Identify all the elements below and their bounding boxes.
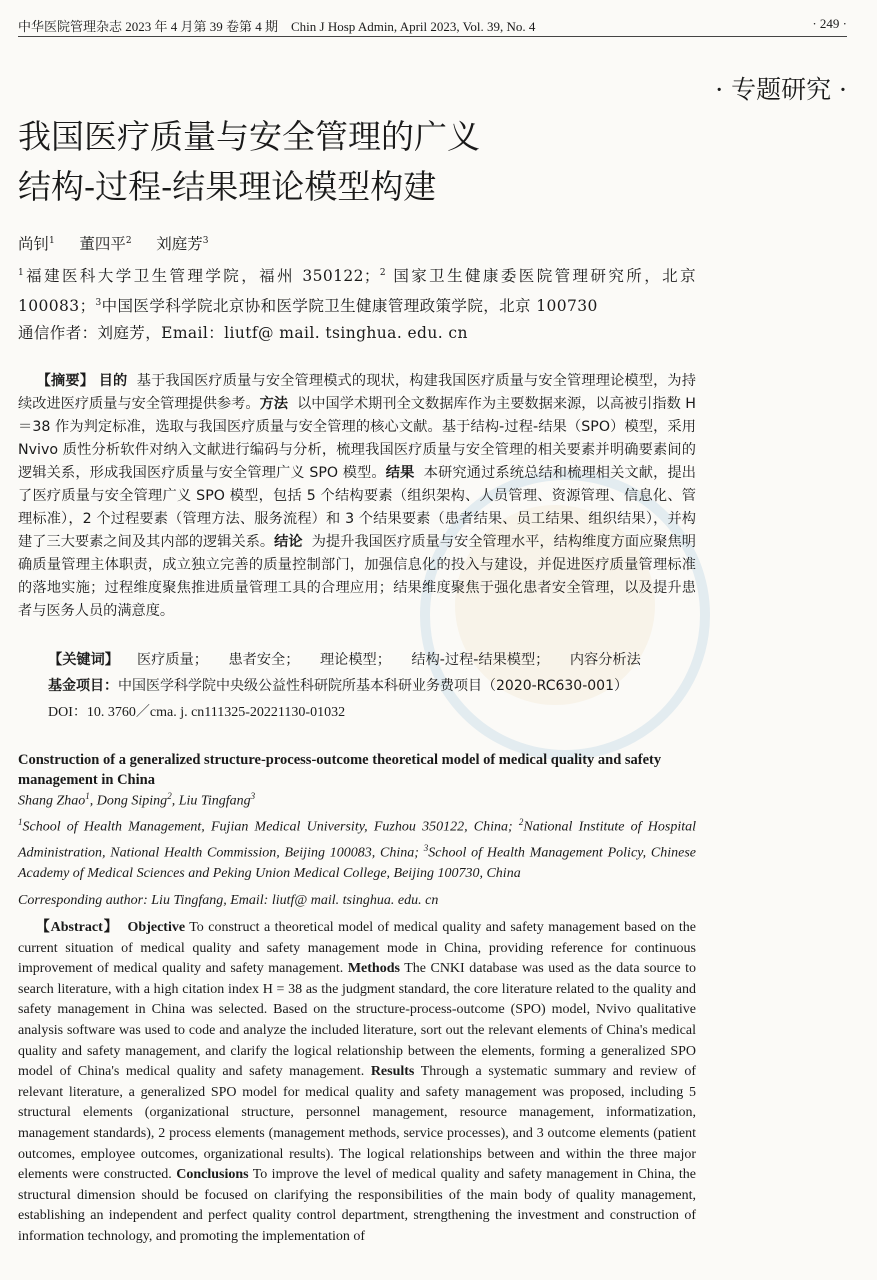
objective-label: 目的 bbox=[98, 373, 128, 389]
author-name-en: Shang Zhao bbox=[18, 793, 86, 809]
keyword: 内容分析法 bbox=[569, 652, 641, 668]
objective-text-en: To construct a theoretical model of medical quality and safety management based on the current situation of medical quality and safety management mode in China, providing reference for continuous improvement of medical quality and safety management. bbox=[18, 920, 697, 977]
aff-sup: 3 bbox=[95, 298, 102, 309]
author-sup: 1 bbox=[49, 235, 55, 246]
aff-sup: 2 bbox=[379, 268, 386, 278]
aff-sup: 3 bbox=[423, 843, 429, 854]
title-line-1: 我国医疗质量与安全管理的广义 bbox=[18, 117, 480, 156]
conclusion-text: 为提升我国医疗质量与安全管理水平，结构维度方面应聚焦明确质量管理主体职责，成立独立完善的质量控制部门，加强信息化的投入与建设，并促进医疗质量管理标准的落地实施；过程维度聚焦推进质量管理工具的合理应用；结果维度聚焦于强化患者安全管理，以及提升患者与医务人员的满意度。 bbox=[18, 534, 696, 619]
affiliation: 中国医学科学院北京协和医学院卫生健康管理政策学院，北京 100730 bbox=[101, 297, 598, 316]
results-text: 本研究通过系统总结和梳理相关文献，提出了医疗质量与安全管理广义 SPO 模型，包括 5 个结构要素（组织架构、人员管理、资源管理、信息化、管理标准），2 个过程要素（管理方法、服务流程）和 3 个结果要素（患者结果、员工结果、组织结果），并构建了三大要素之间及其内部的逻辑关系。 bbox=[18, 465, 696, 550]
abstract-label: 【摘要】 bbox=[36, 373, 95, 389]
english-authors bbox=[18, 791, 255, 810]
affiliation-en: National Institute of Hospital Administration, National Health Commission, Beijing 100083, China; bbox=[18, 819, 696, 861]
author-sup: 3 bbox=[202, 235, 209, 246]
section-label: · 专题研究 · bbox=[715, 75, 847, 104]
methods-text-en: The CNKI database was used as the data source to search literature, with a high citation index H = 38 as the judgment standard, the core literature related to the quality and safety management in China was selected. Based on the structure-process-outcome (SPO) model, Nvivo qualitative analysis software was used to code and analyze the included literature, sort out the relevant elements of China's medical quality and safety management, and clarify the logical relationship between the elements, forming a generalized SPO model of China's medical quality and safety management. bbox=[18, 961, 697, 1080]
author-list bbox=[18, 232, 209, 254]
author-name: 尚钊 bbox=[18, 235, 50, 253]
author-sup: 2 bbox=[167, 791, 172, 801]
author-sup: 3 bbox=[250, 791, 256, 801]
title-line-2: 结构-过程-结果理论模型构建 bbox=[18, 167, 437, 206]
aff-sup: 1 bbox=[18, 268, 25, 278]
conclusion-label-en: Conclusions bbox=[176, 1167, 249, 1183]
affiliation: 国家卫生健康委医院管理研究所，北京 100083； bbox=[18, 267, 696, 316]
methods-text: 以中国学术期刊全文数据库作为主要数据来源，以高被引指数 H＝38 作为判定标准，选取与我国医疗质量与安全管理的核心文献。基于结构-过程-结果（SPO）模型，采用 Nvivo 质性分析软件对纳入文献进行编码与分析，梳理我国医疗质量与安全管理的相关要素并明确要素间的逻辑关系，形成我国医疗质量与安全管理广义 SPO 模型。 bbox=[18, 396, 696, 481]
methods-label-en: Methods bbox=[347, 961, 400, 977]
aff-sup: 1 bbox=[18, 817, 23, 827]
running-header bbox=[18, 14, 847, 37]
affiliation: 福建医科大学卫生管理学院，福州 350122； bbox=[24, 267, 380, 286]
keyword: 医疗质量； bbox=[137, 652, 208, 668]
author-name: 刘庭芳 bbox=[156, 235, 203, 253]
journal-citation: 中华医院管理杂志 2023 年 4 月第 39 卷第 4 期 Chin J Hosp Admin, April 2023, Vol. 39, No. 4 bbox=[18, 19, 536, 34]
author-sup: 1 bbox=[85, 791, 90, 801]
doi: DOI：10. 3760／cma. j. cn111325-20221130-01032 bbox=[48, 705, 346, 720]
abstract-label-en: 【Abstract】 bbox=[35, 920, 119, 935]
fund-info bbox=[48, 675, 628, 695]
fund-label: 基金项目： bbox=[48, 678, 118, 694]
keyword: 理论模型； bbox=[319, 652, 391, 668]
affiliation-en: School of Health Management Policy, Chinese Academy of Medical Sciences and Peking Union Medical College, Beijing 100730, China bbox=[18, 845, 696, 882]
conclusion-label: 结论 bbox=[274, 534, 303, 550]
page-number: · 249 · bbox=[812, 16, 847, 31]
objective-text: 基于我国医疗质量与安全管理模式的现状，构建我国医疗质量与安全管理理论模型，为持续改进医疗质量与安全管理提供参考。 bbox=[18, 373, 696, 412]
author-name-en: , Liu Tingfang bbox=[171, 793, 251, 809]
fund-text: 中国医学科学院中央级公益性科研院所基本科研业务费项目（2020-RC630-001） bbox=[118, 678, 628, 694]
keyword: 结构-过程-结果模型； bbox=[411, 652, 550, 668]
keywords-label: 【关键词】 bbox=[48, 652, 119, 668]
keywords-zh bbox=[48, 649, 698, 669]
results-label: 结果 bbox=[385, 465, 415, 481]
methods-label: 方法 bbox=[259, 396, 289, 412]
conclusion-text-en: To improve the level of medical quality and safety management in China, the structural dimension should be focused on clarifying the responsibilities of the main body of quality management, establishing an independent and perfect quality control department, strengthening the investment and construction of information technology, and promoting the implementation of bbox=[18, 1167, 696, 1244]
abstract-en bbox=[18, 918, 696, 1248]
author-name: 董四平 bbox=[79, 235, 126, 253]
article-title bbox=[18, 112, 638, 212]
corresponding-author-zh: 通信作者：刘庭芳，Email：liutf@ mail. tsinghua. edu. cn bbox=[18, 324, 468, 343]
english-title: Construction of a generalized structure-process-outcome theoretical model of medical quality and safety management in China bbox=[18, 752, 662, 788]
english-affiliations bbox=[18, 812, 696, 885]
corresponding-author-en: Corresponding author: Liu Tingfang, Email: liutf@ mail. tsinghua. edu. cn bbox=[18, 893, 439, 908]
objective-label-en: Objective bbox=[127, 920, 186, 935]
abstract-zh bbox=[18, 370, 696, 623]
results-text-en: Through a systematic summary and review of relevant literature, a generalized SPO model for medical quality and safety management was proposed, including 5 structural elements (organizational structure, personnel management, resource management, informatization, management standards), 2 process elements (management methods, service processes), and 3 outcome elements (patient outcomes, employee outcomes, organizational results). The logical relationships between and within the three major elements were constructed. bbox=[18, 1064, 696, 1183]
author-name-en: , Dong Siping bbox=[89, 793, 168, 809]
affiliation-en: School of Health Management, Fujian Medical University, Fuzhou 350122, China; bbox=[22, 819, 519, 835]
results-label-en: Results bbox=[370, 1064, 415, 1080]
affiliations-zh bbox=[18, 260, 696, 347]
keyword: 患者安全； bbox=[228, 652, 300, 668]
author-sup: 2 bbox=[125, 235, 132, 246]
aff-sup: 2 bbox=[518, 817, 524, 827]
